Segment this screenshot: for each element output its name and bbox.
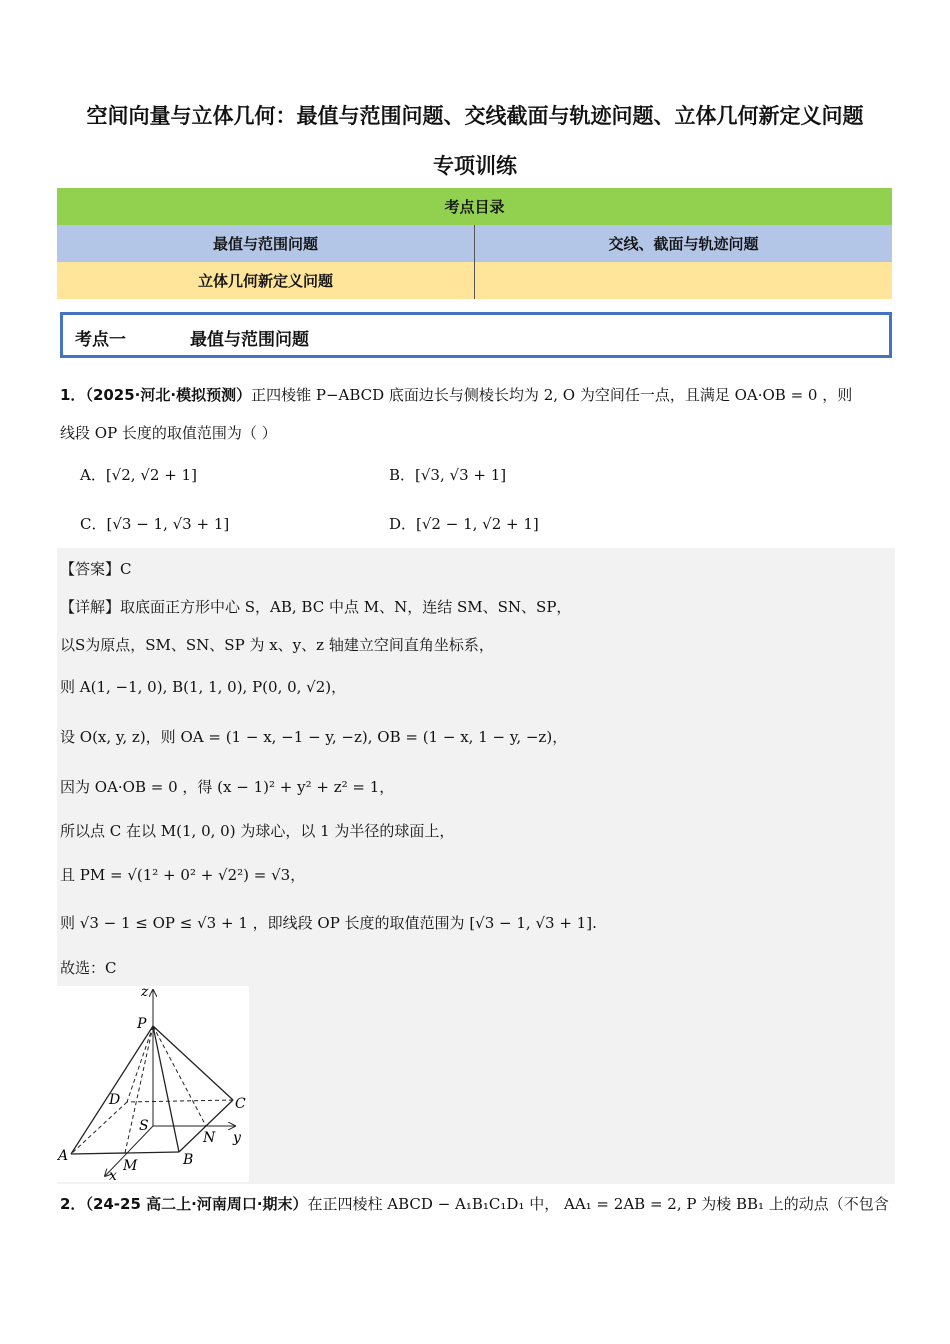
label-B: B: [183, 1152, 194, 1168]
answer-line: 以S为原点，SM、SN、SP 为 x、y、z 轴建立空间直角坐标系，: [60, 636, 494, 654]
toc-item-empty: [475, 262, 893, 299]
toc-table: [57, 188, 892, 299]
answer-line: 【答案】C: [60, 560, 132, 578]
answer-line: 故选：C: [60, 959, 117, 977]
label-M: M: [123, 1158, 138, 1174]
toc-item-3[interactable]: 立体几何新定义问题: [57, 262, 475, 299]
answer-line: 因为 OA·OB = 0 ，得 (x − 1)² + y² + z² = 1，: [60, 778, 395, 796]
edge-CD: [127, 1100, 233, 1102]
answer-line: 【详解】取底面正方形中心 S，AB, BC 中点 M、N，连结 SM、SN、SP，: [60, 598, 572, 616]
page-title: 空间向量与立体几何：最值与范围问题、交线截面与轨迹问题、立体几何新定义问题: [86, 104, 864, 128]
option-d[interactable]: D．[√2 − 1, √2 + 1]: [389, 515, 539, 533]
answer-line: 设 O(x, y, z)，则 OA = (1 − x, −1 − y, −z), OB = (1 − x, 1 − y, −z)，: [60, 728, 568, 746]
label-A: A: [58, 1148, 69, 1164]
answer-line: 则 A(1, −1, 0), B(1, 1, 0), P(0, 0, √2)，: [60, 678, 347, 696]
option-b[interactable]: B．[√3, √3 + 1]: [389, 466, 507, 484]
section-name: 最值与范围问题: [190, 330, 309, 350]
question-1-line-2: 线段 OP 长度的取值范围为（ ）: [60, 424, 277, 442]
page-subtitle: 专项训练: [433, 154, 517, 178]
answer-line: 所以点 C 在以 M(1, 0, 0) 为球心，以 1 为半径的球面上，: [60, 822, 455, 840]
section-header: [60, 312, 892, 358]
question-2-number: 2．: [60, 1195, 86, 1213]
edge-PA: [71, 1026, 153, 1154]
option-c[interactable]: C．[√3 − 1, √3 + 1]: [80, 515, 230, 533]
label-x: x: [109, 1168, 117, 1182]
label-C: C: [235, 1096, 246, 1112]
edge-PD: [127, 1026, 153, 1102]
label-y: y: [233, 1130, 241, 1146]
section-label: 考点一: [75, 330, 126, 350]
label-P: P: [137, 1016, 147, 1032]
question-2-source: （24-25 高二上·河南周口·期末）: [85, 1195, 308, 1213]
label-S: S: [139, 1118, 149, 1134]
toc-header: 考点目录: [57, 188, 892, 225]
question-2-text: 在正四棱柱 ABCD − A₁B₁C₁D₁ 中， AA₁ = 2AB = 2, P 为棱 BB₁ 上的动点（不包含: [307, 1195, 889, 1213]
question-1-number: 1．: [60, 386, 86, 404]
answer-line: 则 √3 − 1 ≤ OP ≤ √3 + 1 ，即线段 OP 长度的取值范围为 [√3 − 1, √3 + 1].: [60, 914, 597, 932]
pyramid-diagram: [57, 986, 249, 1182]
question-1-text: 正四棱锥 P−ABCD 底面边长与侧棱长均为 2, O 为空间任一点，且满足 OA·OB = 0 ，则: [251, 386, 853, 404]
label-N: N: [203, 1130, 216, 1146]
toc-item-2[interactable]: 交线、截面与轨迹问题: [475, 225, 893, 262]
segment-PN: [153, 1026, 206, 1126]
edge-PB: [153, 1026, 179, 1152]
label-z: z: [141, 986, 149, 1000]
edge-PC: [153, 1026, 233, 1100]
question-2-line-1: [60, 1193, 889, 1214]
pyramid-figure: [57, 986, 249, 1182]
toc-item-1[interactable]: 最值与范围问题: [57, 225, 475, 262]
question-1-source: （2025·河北·模拟预测）: [85, 386, 252, 404]
answer-line: 且 PM = √(1² + 0² + √2²) = √3，: [60, 866, 306, 884]
label-D: D: [109, 1092, 121, 1108]
option-a[interactable]: A．[√2, √2 + 1]: [80, 466, 197, 484]
question-1-line-1: [60, 384, 852, 405]
